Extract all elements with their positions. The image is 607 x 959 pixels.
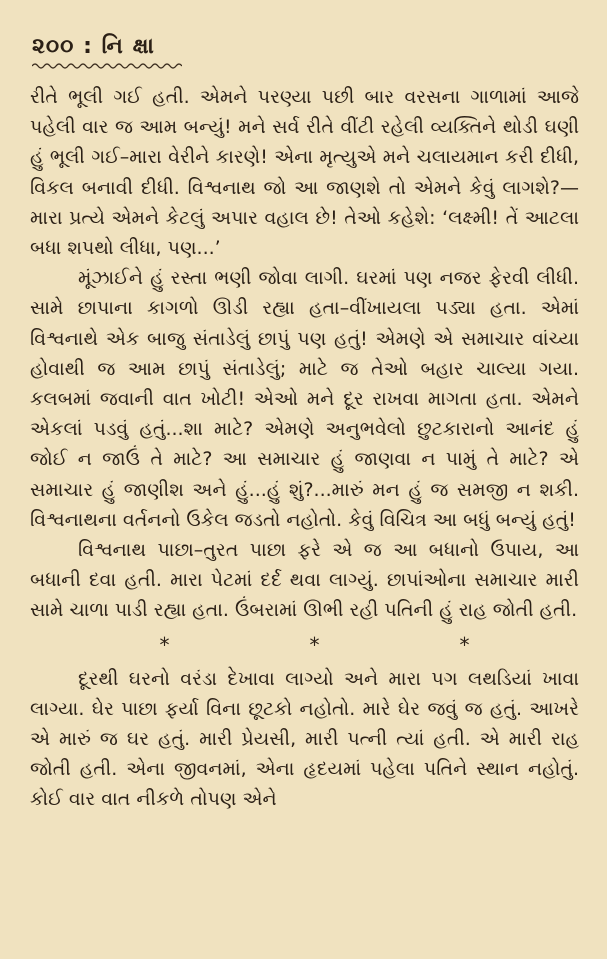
section-break-mark: * [459, 632, 470, 657]
chapter-title: નિ ક્ષા [101, 34, 155, 59]
paragraph-3: વિશ્વનાથ પાછા–તુરત પાછા ફરે એ જ આ બધાનો ઉપાય, આ બધાની દવા હતી. મારા પેટમાં દર્દ થવા લાગ્યું. છાપાંઓના સમાચાર મારી સામે ચાળા પાડી રહ્યા હતા. ઉંબરામાં ઊભી રહી પતિની હું રાહ જોતી હતી. [30, 539, 579, 622]
header-separator: : [83, 34, 93, 59]
paragraph-4: દૂરથી ઘરનો વરંડા દેખાવા લાગ્યો અને મારા પગ લથડિયાં ખાવા લાગ્યા. ઘેર પાછા ફર્યા વિના છૂટકો નહોતો. મારે ઘેર જવું જ હતું. આખરે એ મારું જ ઘર હતું. મારી પ્રેયસી, મારી પત્ની ત્યાં હતી. એ મારી રાહ જોતી હતી. એના જીવનમાં, એના હૃદયમાં પહેલા પતિને સ્થાન નહોતું. કોઈ વાર વાત નીકળે તોપણ એને [30, 667, 579, 811]
paragraph-2: મૂંઝાઈને હું રસ્તા ભણી જોવા લાગી. ઘરમાં પણ નજર ફેરવી લીધી. સામે છાપાના કાગળો ઊડી રહ્યા હતા–વીંખાયલા પડ્યા હતા. એમાં વિશ્વનાથે એક બાજુ સંતાડેલું છાપું પણ હતું! એમણે એ સમાચાર વાંચ્યા હોવાથી જ આમ છાપું સંતાડેલું; માટે જ તેઓ બહાર ચાલ્યા ગયા. કલબમાં જવાની વાત ખોટી! એઓ મને દૂર રાખવા માગતા હતા. એમને એકલાં પડવું હતું...શા માટે? એમણે અનુભવેલો છુટકારાનો આનંદ હું જોઈ ન જાઉં તે માટે? આ સમાચાર હું જાણવા ન પામું તે માટે? એ સમાચાર હું જાણીશ અને હું...હું શું?...મારું મન હું જ સમજી ન શકી. વિશ્વનાથના વર્તનનો ઉકેલ જડતો નહોતો. કેવું વિચિત્ર આ બધું બન્યું હતું! [30, 267, 579, 531]
paragraph-1: રીતે ભૂલી ગઈ હતી. એમને પરણ્યા પછી બાર વરસના ગાળામાં આજે પહેલી વાર જ આમ બન્યું! મને સર્વ રીતે વીંટી રહેલી વ્યક્તિને થોડી ઘણી હું ભૂલી ગઈ–મારા વેરીને કારણે! એના મૃત્યુએ મને ચલાયમાન કરી દીધી, વિકલ બનાવી દીધી. વિશ્વનાથ જો આ જાણશે તો એમને કેવું લાગશે?—મારા પ્રત્યે એમને કેટલું અપાર વહાલ છે! તેઓ કહેશે: ‘લક્ષ્મી! તેં આટલા બધા શપથો લીધા, પણ...’ [30, 86, 579, 260]
section-break-mark: * [159, 632, 170, 657]
section-break [30, 632, 579, 658]
section-break-mark: * [309, 632, 320, 657]
running-header [32, 34, 579, 60]
header-underline-ornament [32, 62, 182, 70]
page-number: ૨૦૦ [32, 34, 75, 59]
